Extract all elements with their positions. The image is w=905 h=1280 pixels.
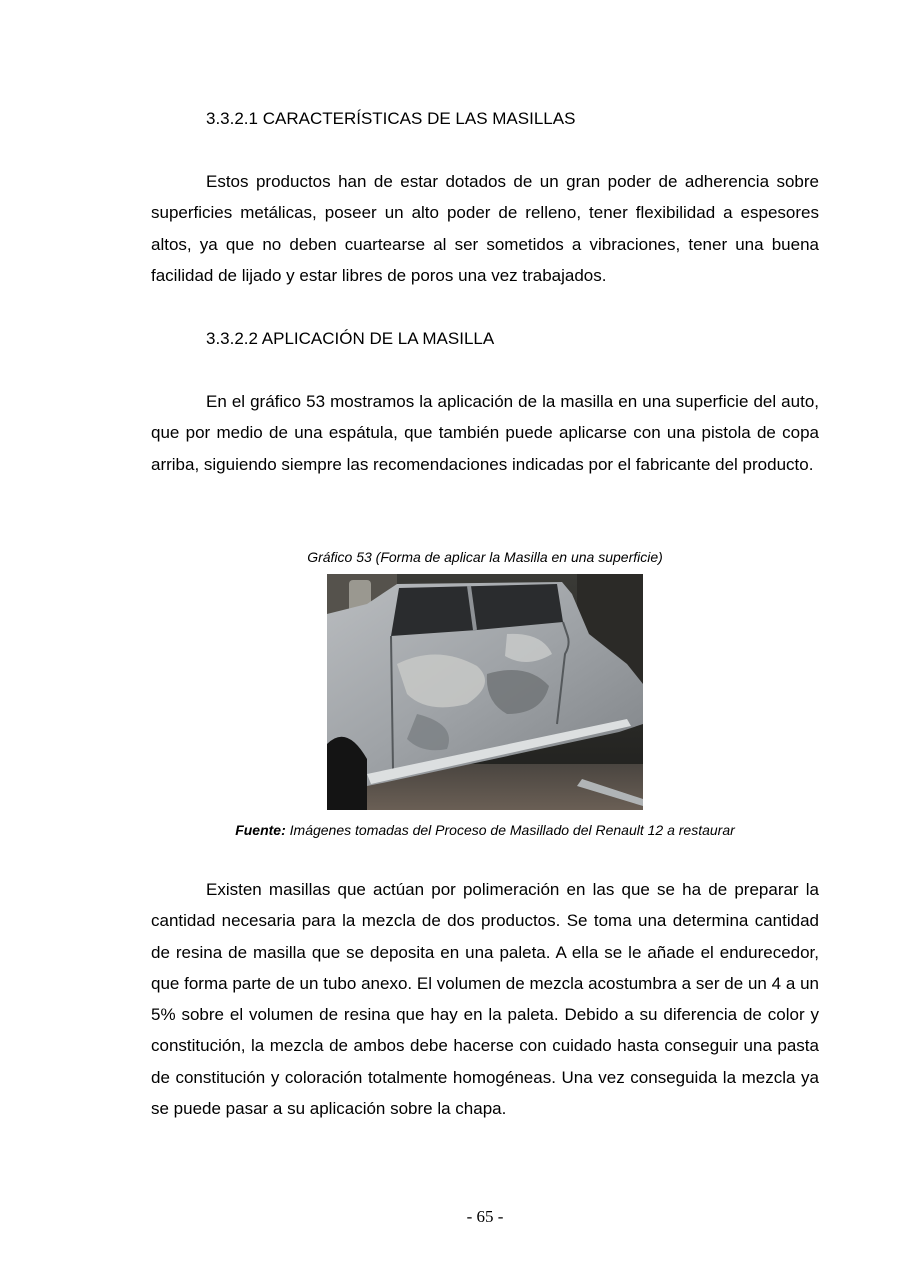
figure-caption: Gráfico 53 (Forma de aplicar la Masilla en una superficie) [307,549,663,565]
car-door-photo [327,574,643,810]
figure-source-text: Imágenes tomadas del Proceso de Masillado del Renault 12 a restaurar [285,822,735,838]
figure-source [151,821,819,839]
figure-source-label: Fuente: [235,822,286,838]
paragraph-polimeracion: Existen masillas que actúan por polimeración en las que se ha de preparar la cantidad necesaria para la mezcla de dos productos. Se toma una determina cantidad de resina de masilla que se deposita en una paleta. A ella se le añade el endurecedor, que forma parte de un tubo anexo. El volumen de mezcla acostumbra a ser de un 4 a un 5% sobre el volumen de resina que hay en la paleta. Debido a su diferencia de color y constitución, la mezcla de ambos debe hacerse con cuidado hasta conseguir una pasta de constitución y coloración totalmente homogéneas. Una vez conseguida la mezcla ya se puede pasar a su aplicación sobre la chapa. [151,880,819,1119]
section-heading-caracteristicas: 3.3.2.1 CARACTERÍSTICAS DE LAS MASILLAS [206,109,576,128]
paragraph-aplicacion: En el gráfico 53 mostramos la aplicación de la masilla en una superficie del auto, que por medio de una espátula, que también puede aplicarse con una pistola de copa arriba, siguiendo siempre las recomendaciones indicadas por el fabricante del producto. [151,392,819,474]
paragraph-caracteristicas: Estos productos han de estar dotados de un gran poder de adherencia sobre superficies metálicas, poseer un alto poder de relleno, tener flexibilidad a espesores altos, ya que no deben cuartearse al ser sometidos a vibraciones, tener una buena facilidad de lijado y estar libres de poros una vez trabajados. [151,172,819,285]
page-number: - 65 - [466,1207,504,1226]
section-heading-aplicacion: 3.3.2.2 APLICACIÓN DE LA MASILLA [206,329,495,348]
document-page [151,0,819,1280]
